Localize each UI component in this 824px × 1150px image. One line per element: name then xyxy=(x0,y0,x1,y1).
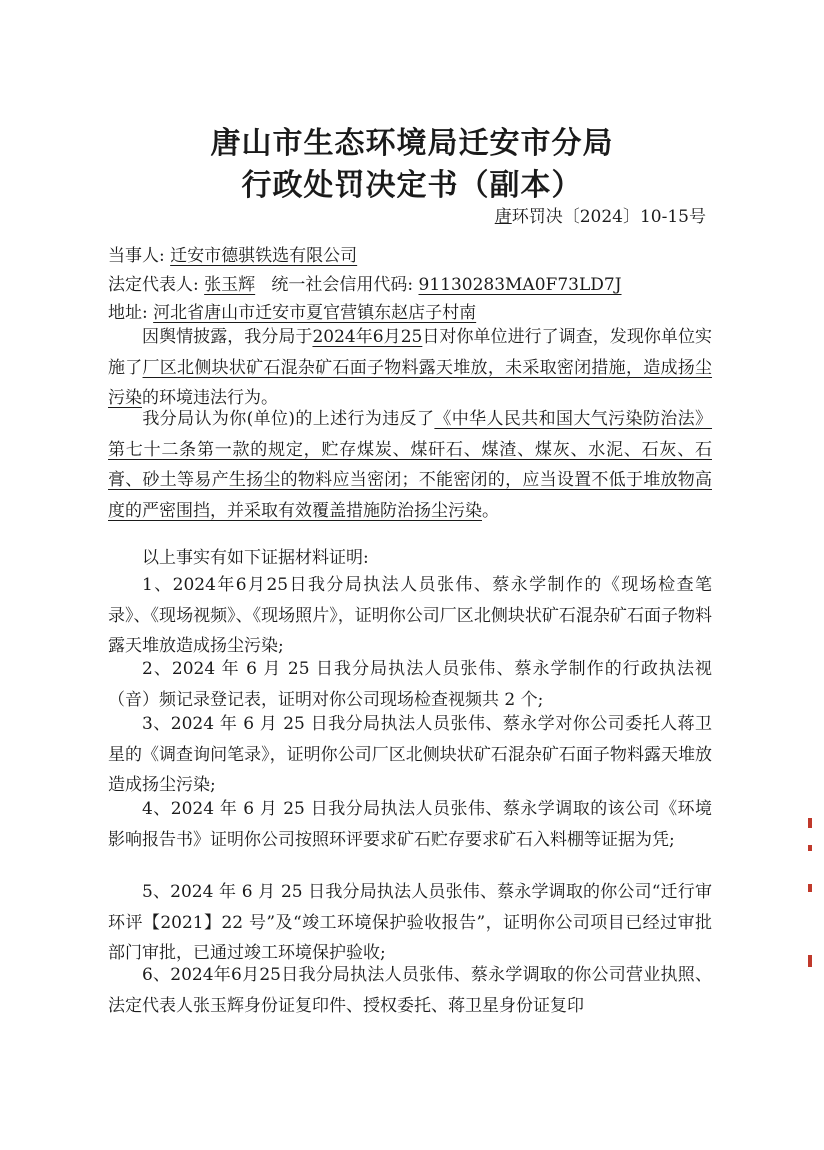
paragraph-investigation xyxy=(108,322,712,414)
address-value: 河北省唐山市迁安市夏官营镇东赵店子村南 xyxy=(153,303,477,323)
p3-text: 以上事实有如下证据材料证明: xyxy=(142,548,369,568)
address-label: 地址: xyxy=(108,303,148,323)
document-number xyxy=(495,202,706,227)
evidence-item-6 xyxy=(108,960,712,1021)
p2-text-a: 我分局认为你(单位)的上述行为违反了 xyxy=(142,409,435,429)
p2-text-b: 。 xyxy=(482,500,499,521)
evidence-6-text: 6、2024年6月25日我分局执法人员张伟、蔡永学调取的你公司营业执照、法定代表人张玉辉身份证复印件、授权委托、蒋卫星身份证复印 xyxy=(108,965,712,1016)
rep-label: 法定代表人: xyxy=(108,275,199,295)
evidence-3-text: 3、2024 年 6 月 25 日我分局执法人员张伟、蔡永学对你公司委托人蒋卫星的《调查询问笔录》，证明你公司厂区北侧块状矿石混杂矿石面子物料露天堆放造成扬尘污染; xyxy=(108,714,712,795)
p1-text-c: 的环境违法行为。 xyxy=(142,388,278,408)
evidence-5-text: 5、2024 年 6 月 25 日我分局执法人员张伟、蔡永学调取的你公司“迁行审环评【2021】22 号”及“竣工环境保护验收报告”，证明你公司项目已经过审批部门审批，已通过竣工环境保护验收; xyxy=(108,882,712,963)
seal-edge-mark xyxy=(808,845,812,851)
evidence-item-5 xyxy=(108,877,712,969)
seal-edge-mark xyxy=(808,884,812,892)
document-subtitle: 行政处罚决定书（副本） xyxy=(241,168,583,203)
p1-violation: 厂区北侧块状矿石混杂矿石面子物料露天堆放，未采取密闭措施，造成扬尘污染 xyxy=(108,357,713,408)
address-line xyxy=(108,298,476,323)
party-name: 迁安市德骐铁选有限公司 xyxy=(170,246,358,266)
document-title: 唐山市生态环境局迁安市分局 xyxy=(210,126,614,161)
evidence-item-4 xyxy=(108,794,712,855)
paragraph-evidence-intro xyxy=(108,543,712,574)
party-label: 当事人: xyxy=(108,246,165,266)
credit-code: 91130283MA0F73LD7J xyxy=(418,275,622,295)
p1-text-a: 因舆情披露，我分局于 xyxy=(142,327,313,347)
evidence-item-3 xyxy=(108,709,712,801)
evidence-1-text: 1、2024年6月25日我分局执法人员张伟、蔡永学制作的《现场检查笔录》、《现场视频》、《现场照片》，证明你公司厂区北侧块状矿石混杂矿石面子物料露天堆放造成扬尘污染; xyxy=(108,575,712,656)
evidence-2-text: 2、2024 年 6 月 25 日我分局执法人员张伟、蔡永学制作的行政执法视（音）频记录登记表，证明对你公司现场检查视频共 2 个; xyxy=(108,659,712,710)
p1-text-b: 日对你单位进行了调查，发现你单位实施了 xyxy=(108,327,713,378)
p2-law: 《中华人民共和国大气污染防治法》第七十二条第一款的规定，贮存煤炭、煤矸石、煤渣、煤灰、水泥、石灰、石膏、砂土等易产生扬尘的物料应当密闭；不能密闭的，应当设置不低于堆放物高度的严密围挡，并采取有效覆盖措施防治扬尘污染 xyxy=(108,409,713,521)
rep-name: 张玉辉 xyxy=(204,275,256,295)
p1-date: 2024年6月25 xyxy=(312,327,423,347)
party-line xyxy=(108,241,357,266)
evidence-item-1 xyxy=(108,570,712,662)
paragraph-legal-basis xyxy=(108,404,712,526)
representative-line xyxy=(108,270,622,295)
credit-label: 统一社会信用代码: xyxy=(271,275,414,295)
seal-edge-mark xyxy=(808,818,812,828)
doc-number-value: 环罚决〔2024〕10-15号 xyxy=(511,207,706,227)
evidence-item-2 xyxy=(108,654,712,715)
evidence-4-text: 4、2024 年 6 月 25 日我分局执法人员张伟、蔡永学调取的该公司《环境影响报告书》证明你公司按照环评要求矿石贮存要求矿石入料棚等证据为凭; xyxy=(108,799,712,850)
doc-number-prefix: 唐 xyxy=(494,207,512,227)
seal-edge-mark xyxy=(808,955,812,967)
